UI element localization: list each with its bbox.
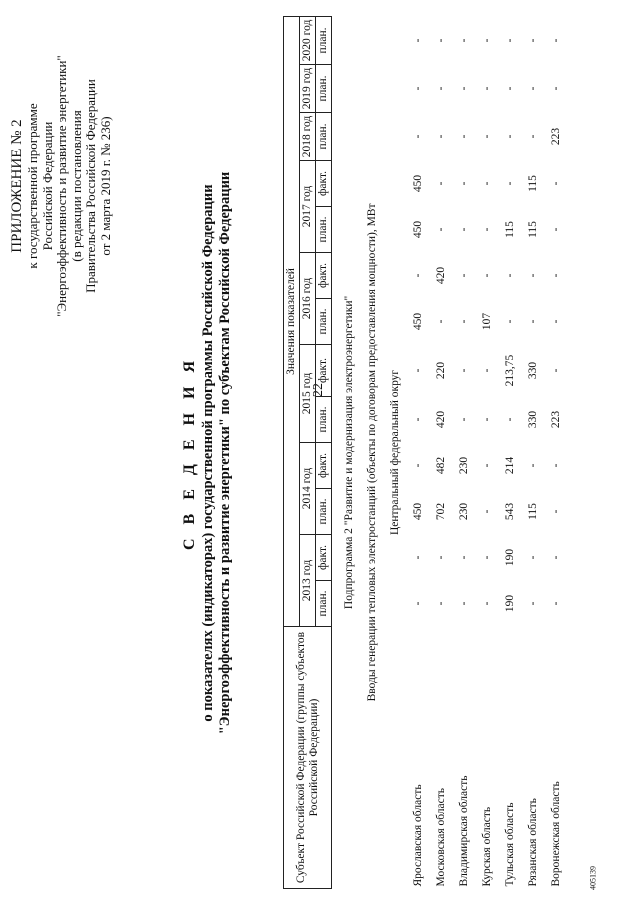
fact-header: факт. <box>316 442 332 488</box>
table-cell: - <box>435 134 447 138</box>
table-cell: - <box>504 319 516 323</box>
document-heading <box>181 13 234 893</box>
region-name: Ярославская область <box>412 783 424 886</box>
table-cell: - <box>481 38 493 42</box>
table-cell: - <box>550 227 562 231</box>
section-title: Вводы генерации тепловых электростанций (объекты по договорам предоставления мощности), МВт <box>366 203 378 701</box>
table-cell: - <box>412 86 424 90</box>
heading-line: "Энергоэффективность и развитие энергетики" по субъектам Российской Федерации <box>217 171 233 734</box>
table-cell: - <box>481 463 493 467</box>
table-cell: 450 <box>412 220 424 238</box>
table-cell: 420 <box>435 410 447 428</box>
appendix-line: от 2 марта 2019 г. № 236) <box>97 115 113 256</box>
table-cell: 450 <box>412 502 424 520</box>
appendix-line: Правительства Российской Федерации <box>83 78 98 293</box>
table-cell: - <box>435 319 447 323</box>
table-cell: - <box>504 181 516 185</box>
table-cell: 450 <box>412 312 424 330</box>
plan-header: план. <box>316 64 332 112</box>
table-cell: 190 <box>504 548 516 566</box>
table-cell: - <box>412 273 424 277</box>
appendix-line: Российской Федерации <box>39 121 55 250</box>
year-header: 2013 год <box>300 534 316 626</box>
heading-word: С В Е Д Е Н И Я <box>181 355 198 550</box>
table-cell: - <box>527 319 539 323</box>
table-cell: - <box>481 368 493 372</box>
plan-header: план. <box>316 112 332 160</box>
fact-header: факт. <box>316 160 332 206</box>
table-cell: 230 <box>458 456 470 474</box>
table-cell: - <box>527 463 539 467</box>
table-cell: - <box>481 134 493 138</box>
table-cell: - <box>504 417 516 421</box>
table-cell: - <box>481 417 493 421</box>
table-cell: - <box>550 463 562 467</box>
table-cell: - <box>458 134 470 138</box>
year-header: 2020 год <box>300 16 316 64</box>
table-cell: - <box>458 368 470 372</box>
fact-header: факт. <box>316 252 332 298</box>
table-cell: - <box>550 273 562 277</box>
table-row <box>476 16 499 888</box>
appendix-block <box>9 21 113 351</box>
region-name: Воронежская область <box>550 780 562 886</box>
table-cell: 107 <box>481 312 493 330</box>
year-header: 2016 год <box>300 252 316 344</box>
table-cell: - <box>435 181 447 185</box>
section-title: Подпрограмма 2 "Развитие и модернизация электроэнергетики" <box>343 295 355 609</box>
section-title: Центральный федеральный округ <box>389 369 401 535</box>
table-cell: - <box>504 38 516 42</box>
table-cell: - <box>504 134 516 138</box>
indicators-table <box>283 15 568 888</box>
region-name: Курская область <box>481 806 493 886</box>
table-cell: 702 <box>435 502 447 520</box>
appendix-title: ПРИЛОЖЕНИЕ № 2 <box>9 118 25 253</box>
page-number-text: 22 <box>311 383 326 397</box>
table-cell: - <box>481 227 493 231</box>
table-cell: - <box>550 601 562 605</box>
table-cell: 214 <box>504 456 516 474</box>
table-row <box>522 16 545 888</box>
table-cell: - <box>412 368 424 372</box>
table-cell: 330 <box>527 410 539 428</box>
year-header: 2014 год <box>300 442 316 534</box>
table-cell: - <box>481 273 493 277</box>
table-cell: - <box>481 555 493 559</box>
table-cell: 220 <box>435 361 447 379</box>
document-id-text: 405139 <box>588 866 598 890</box>
table-cell: - <box>458 319 470 323</box>
table-cell: - <box>458 38 470 42</box>
table-cell: 115 <box>527 174 539 192</box>
table-cell: - <box>550 509 562 513</box>
rotated-page-content <box>5 13 635 893</box>
plan-header: план. <box>316 298 332 344</box>
table-cell: - <box>527 134 539 138</box>
table-cell: - <box>458 273 470 277</box>
table-cell: - <box>550 38 562 42</box>
table-cell: - <box>458 555 470 559</box>
table-cell: 190 <box>504 594 516 612</box>
table-row <box>453 16 476 888</box>
year-header: 2018 год <box>300 112 316 160</box>
table-cell: - <box>435 86 447 90</box>
table-cell: 223 <box>550 127 562 145</box>
table-cell: 115 <box>527 502 539 520</box>
table-cell: 230 <box>458 502 470 520</box>
table-cell: 450 <box>412 174 424 192</box>
table-cell: 420 <box>435 266 447 284</box>
table-cell: - <box>550 319 562 323</box>
table-cell: - <box>527 555 539 559</box>
plan-header: план. <box>316 580 332 626</box>
values-header: Значения показателей <box>284 16 300 626</box>
table-cell: 482 <box>435 456 447 474</box>
table-cell: - <box>458 227 470 231</box>
table-cell: - <box>412 555 424 559</box>
appendix-line: к государственной программе <box>25 102 40 269</box>
table-cell: - <box>458 601 470 605</box>
table-cell: - <box>550 86 562 90</box>
table-cell: 543 <box>504 502 516 520</box>
table-cell: - <box>527 601 539 605</box>
table-cell: 223 <box>550 410 562 428</box>
table-row <box>430 16 453 888</box>
table-cell: - <box>412 417 424 421</box>
table-cell: - <box>458 86 470 90</box>
plan-header: план. <box>316 206 332 252</box>
fact-header: факт. <box>316 344 332 396</box>
table-cell: - <box>481 181 493 185</box>
heading-line: о показателях (индикаторах) государственной программы Российской Федерации <box>200 183 216 722</box>
table-cell: - <box>435 601 447 605</box>
table-cell: - <box>550 368 562 372</box>
table-cell: 115 <box>527 220 539 238</box>
table-cell: - <box>481 509 493 513</box>
table-cell: - <box>527 86 539 90</box>
table-cell: 213,75 <box>504 354 516 386</box>
region-name: Тульская область <box>504 802 516 886</box>
table-cell: - <box>550 181 562 185</box>
year-header: 2019 год <box>300 64 316 112</box>
table-cell: - <box>412 463 424 467</box>
appendix-line: "Энергоэффективность и развитие энергетики" <box>54 54 69 317</box>
table-row <box>499 16 522 888</box>
table-cell: - <box>412 38 424 42</box>
table-cell: - <box>412 601 424 605</box>
table-cell: - <box>527 273 539 277</box>
table-cell: - <box>504 273 516 277</box>
table-cell: 115 <box>504 220 516 238</box>
table-cell: - <box>481 601 493 605</box>
table-cell: - <box>435 38 447 42</box>
table-cell: - <box>435 227 447 231</box>
year-header: 2015 год <box>300 344 316 442</box>
year-header: 2017 год <box>300 160 316 252</box>
table-cell: - <box>435 555 447 559</box>
subject-header: Субъект Российской Федерации (группы субъектов Российской Федерации) <box>284 626 332 888</box>
table-cell: - <box>481 86 493 90</box>
table-cell: - <box>504 86 516 90</box>
table-cell: - <box>458 181 470 185</box>
plan-header: план. <box>316 396 332 442</box>
table-cell: - <box>550 555 562 559</box>
table-cell: - <box>527 38 539 42</box>
appendix-line: (в редакции постановления <box>68 109 84 262</box>
fact-header: факт. <box>316 534 332 580</box>
region-name: Владимирская область <box>458 774 470 886</box>
table-cell: - <box>412 134 424 138</box>
region-name: Московская область <box>435 787 447 886</box>
table-row <box>545 16 568 888</box>
table-cell: - <box>458 417 470 421</box>
table-row <box>407 16 430 888</box>
region-name: Рязанская область <box>527 797 539 886</box>
plan-header: план. <box>316 16 332 64</box>
plan-header: план. <box>316 488 332 534</box>
table-cell: 330 <box>527 361 539 379</box>
